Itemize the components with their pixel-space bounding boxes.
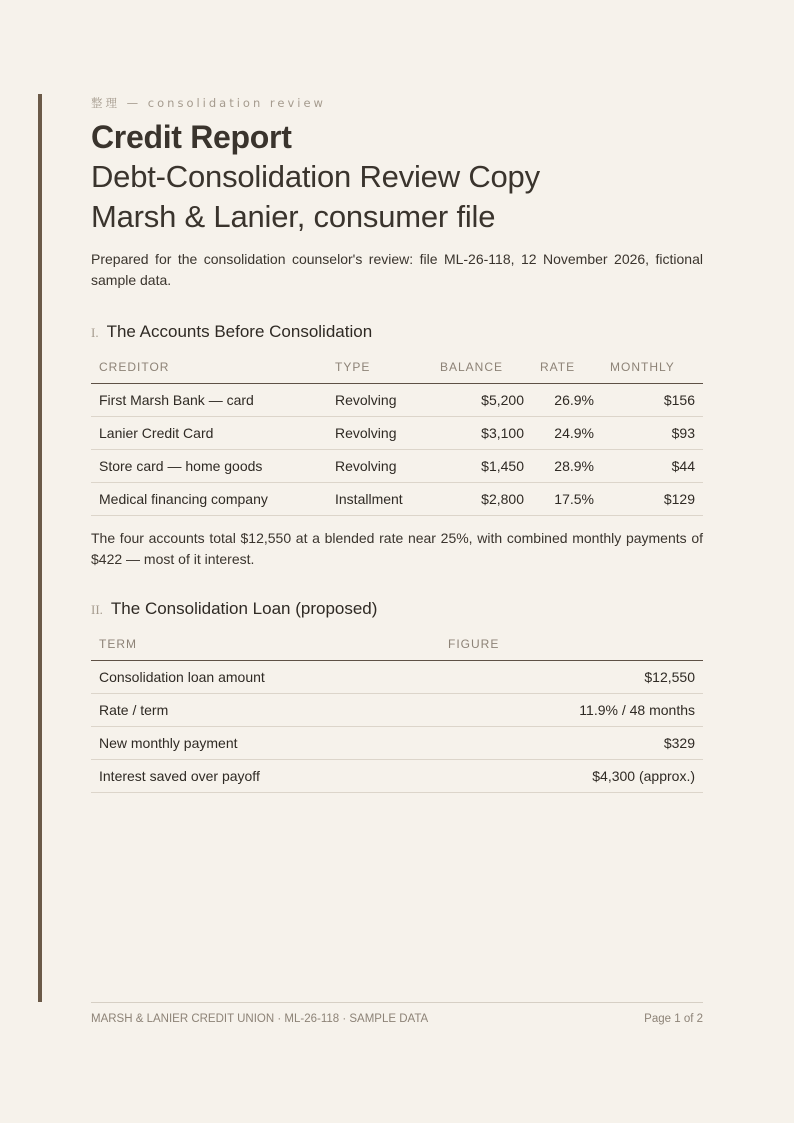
document-content (91, 95, 703, 793)
balance-cell: $1,450 (432, 450, 532, 483)
term-cell: Rate / term (91, 694, 440, 727)
column-header-creditor: CREDITOR (91, 360, 327, 384)
intro-paragraph: Prepared for the consolidation counselor's review: file ML-26-118, 12 November 2026, fictional sample data. (91, 251, 703, 288)
monthly-cell: $93 (602, 417, 703, 450)
accounts-table-header (91, 360, 703, 384)
creditor-cell: Lanier Credit Card (91, 417, 327, 450)
table-row (91, 661, 703, 694)
kicker-label: 整理 — consolidation review (91, 96, 326, 110)
section-2-numeral: II. (91, 602, 103, 617)
table-row (91, 384, 703, 417)
accounts-table (91, 360, 703, 516)
balance-cell: $2,800 (432, 483, 532, 516)
type-cell: Revolving (327, 417, 432, 450)
subtitle-line-2: Marsh & Lanier, consumer file (91, 199, 496, 234)
creditor-cell: Store card — home goods (91, 450, 327, 483)
consolidation-loan-table (91, 637, 703, 793)
table-row (91, 483, 703, 516)
type-cell: Installment (327, 483, 432, 516)
page-title: Credit Report (91, 119, 292, 155)
balance-cell: $5,200 (432, 384, 532, 417)
figure-cell: $4,300 (approx.) (440, 760, 703, 793)
accounts-summary-note: The four accounts total $12,550 at a blended rate near 25%, with combined monthly payments of $422 — most of it interest. (91, 530, 703, 567)
rate-cell: 17.5% (532, 483, 602, 516)
column-header-monthly: MONTHLY (602, 360, 703, 384)
page-number: Page 1 of 2 (644, 1013, 703, 1025)
column-header-term: TERM (91, 637, 440, 661)
table-row (91, 450, 703, 483)
term-cell: Interest saved over payoff (91, 760, 440, 793)
column-header-type: TYPE (327, 360, 432, 384)
section-2-heading (91, 598, 703, 621)
page-footer (91, 1002, 703, 1025)
term-cell: Consolidation loan amount (91, 661, 440, 694)
column-header-balance: BALANCE (432, 360, 532, 384)
monthly-cell: $129 (602, 483, 703, 516)
monthly-cell: $156 (602, 384, 703, 417)
table-row (91, 727, 703, 760)
creditor-cell: Medical financing company (91, 483, 327, 516)
subtitle-line-1: Debt-Consolidation Review Copy (91, 159, 540, 194)
section-2-title: The Consolidation Loan (proposed) (110, 599, 378, 618)
table-row (91, 417, 703, 450)
figure-cell: 11.9% / 48 months (440, 694, 703, 727)
type-cell: Revolving (327, 450, 432, 483)
section-1-title: The Accounts Before Consolidation (106, 322, 373, 341)
column-header-rate: RATE (532, 360, 602, 384)
term-cell: New monthly payment (91, 727, 440, 760)
section-1-heading (91, 321, 703, 344)
type-cell: Revolving (327, 384, 432, 417)
side-accent-bar (38, 94, 42, 1002)
footer-left-text: MARSH & LANIER CREDIT UNION · ML-26-118 · SAMPLE DATA (91, 1013, 429, 1025)
figure-cell: $329 (440, 727, 703, 760)
monthly-cell: $44 (602, 450, 703, 483)
table-row (91, 694, 703, 727)
column-header-figure: FIGURE (440, 637, 703, 661)
table-row (91, 760, 703, 793)
rate-cell: 28.9% (532, 450, 602, 483)
loan-table-header (91, 637, 703, 661)
balance-cell: $3,100 (432, 417, 532, 450)
creditor-cell: First Marsh Bank — card (91, 384, 327, 417)
figure-cell: $12,550 (440, 661, 703, 694)
section-1-numeral: I. (91, 325, 99, 340)
rate-cell: 26.9% (532, 384, 602, 417)
rate-cell: 24.9% (532, 417, 602, 450)
